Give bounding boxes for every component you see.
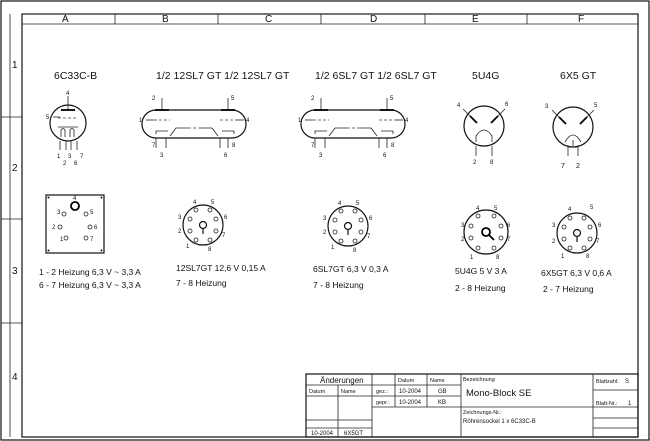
pin-label: 6	[369, 216, 373, 222]
pin-label: 7	[507, 237, 511, 243]
pin-label: 5	[356, 201, 360, 207]
pin-label: 5	[494, 206, 498, 212]
title-block	[306, 374, 638, 437]
pin-label: 8	[490, 160, 494, 166]
change-name: 6X5GT	[344, 431, 364, 437]
pin-label: 4	[476, 206, 480, 212]
pin-label: 6	[94, 225, 98, 231]
socket-6c33c-b	[46, 195, 104, 253]
pin-label: 2	[52, 225, 56, 231]
spec-line: 6 - 7 Heizung 6,3 V ~ 3,3 A	[39, 280, 141, 290]
pin-label: 3	[160, 153, 164, 159]
pin-label: 6	[598, 223, 602, 229]
tube-6sl7gt	[298, 70, 437, 290]
tube-title-5u4g: 5U4G	[472, 70, 500, 82]
pin-label: 6	[507, 223, 511, 229]
pin-label: 1	[57, 154, 61, 160]
drawing-title: Mono-Block SE	[466, 388, 532, 399]
pin-label: 2	[552, 239, 556, 245]
pin-label: 5	[231, 96, 235, 102]
pin-label: 6	[224, 153, 228, 159]
spec-line: 1 - 2 Heizung 6,3 V ~ 3,3 A	[39, 267, 141, 277]
pin-label: 8	[586, 254, 590, 260]
name-label: Name	[430, 378, 445, 384]
row-label-2: 2	[12, 163, 18, 174]
bezeichnung-label: Bezeichnung	[463, 377, 495, 383]
pin-label: 1	[60, 237, 64, 243]
pin-label: 6	[505, 102, 509, 108]
pin-label: 2	[63, 161, 67, 167]
pin-label: 5	[594, 103, 598, 109]
pin-label: 6	[383, 153, 387, 159]
pin-label: 2	[576, 163, 580, 170]
pin-label: 2	[311, 96, 315, 102]
pin-label: 3	[552, 223, 556, 229]
pin-label: 2	[178, 229, 182, 235]
pin-label: 3	[57, 210, 61, 216]
pin-label: 7	[222, 233, 226, 239]
spec-line: 7 - 8 Heizung	[176, 278, 227, 288]
pin-label: 8	[232, 143, 236, 149]
changes-name-label: Name	[341, 389, 356, 395]
pin-label: 4	[193, 200, 197, 206]
pin-label: 4	[66, 91, 70, 97]
pin-label: 7	[596, 239, 600, 245]
sheets-value: S	[625, 379, 630, 385]
gez-name: GB	[438, 389, 447, 395]
pin-label: 4	[457, 103, 461, 109]
pin-label: 1	[470, 255, 474, 261]
spec-line: 12SL7GT 12,6 V 0,15 A	[176, 263, 266, 273]
column-label-e: E	[472, 14, 479, 25]
pin-label: 5	[390, 96, 394, 102]
pin-label: 5	[211, 200, 215, 206]
pin-label: 5	[90, 210, 94, 216]
tube-title-12sl7gt: 1/2 12SL7 GT 1/2 12SL7 GT	[156, 70, 290, 82]
pin-label: 4	[405, 118, 409, 124]
spec-line: 6X5GT 6,3 V 0,6 A	[541, 268, 612, 278]
pin-label: 7	[152, 143, 156, 149]
pin-label: 2	[461, 237, 465, 243]
column-label-d: D	[370, 14, 378, 25]
pin-label: 7	[561, 163, 565, 170]
pin-label: 4	[338, 201, 342, 207]
socket-6x5gt	[552, 205, 602, 260]
pin-label: 2	[473, 160, 477, 166]
spec-line: 5U4G 5 V 3 A	[455, 266, 507, 276]
gez-date: 10-2004	[399, 389, 422, 395]
changes-header: Änderungen	[320, 376, 364, 385]
tube-5u4g	[455, 70, 511, 293]
pin-label: 1	[331, 245, 335, 251]
pin-label: 8	[391, 143, 395, 149]
gepr-label: gepr.:	[376, 400, 390, 406]
pin-label: 2	[323, 230, 327, 236]
pin-label: 6	[74, 161, 78, 167]
pin-label: 2	[152, 96, 156, 102]
spec-line: 6SL7GT 6,3 V 0,3 A	[313, 264, 389, 274]
pin-label: 7	[80, 154, 84, 160]
pin-label: 3	[68, 154, 72, 160]
pin-label: 3	[178, 215, 182, 221]
row-label-3: 3	[12, 266, 18, 277]
column-label-b: B	[162, 14, 169, 25]
tube-6c33c-b	[39, 70, 141, 290]
tube-title-6x5gt: 6X5 GT	[560, 70, 597, 82]
changes-datum-label: Datum	[309, 389, 326, 395]
tube-title-6c33c-b: 6C33C-B	[54, 70, 98, 82]
pin-label: 1	[186, 244, 190, 250]
sheet-number-label: Blatt-Nr.:	[596, 401, 618, 407]
gez-label: gez.:	[376, 389, 388, 395]
pin-label: 1	[298, 118, 302, 124]
pin-label: 1	[139, 118, 143, 124]
pin-label: 5	[590, 205, 594, 211]
change-date: 10-2004	[311, 431, 334, 437]
tube-title-6sl7gt: 1/2 6SL7 GT 1/2 6SL7 GT	[315, 70, 437, 82]
socket-12sl7gt	[178, 200, 228, 253]
pin-label: 3	[461, 223, 465, 229]
pin-label: 8	[496, 255, 500, 261]
pin-label: 8	[353, 248, 357, 254]
pin-label: 3	[323, 216, 327, 222]
socket-5u4g	[461, 206, 511, 261]
pin-label: 4	[246, 118, 250, 124]
column-label-a: A	[62, 14, 69, 25]
socket-6sl7gt	[323, 201, 373, 254]
column-label-f: F	[578, 14, 585, 25]
sheet-number-value: 1	[628, 401, 632, 407]
spec-line: 7 - 8 Heizung	[313, 280, 364, 290]
spec-line: 2 - 7 Heizung	[543, 284, 594, 294]
row-label-4: 4	[12, 372, 18, 383]
pin-label: 6	[224, 215, 228, 221]
gepr-date: 10-2004	[399, 400, 422, 406]
pin-label: 5	[46, 115, 50, 121]
pin-label: 3	[545, 104, 549, 110]
column-label-c: C	[265, 14, 273, 25]
pin-label: 8	[208, 247, 212, 253]
pin-label: 1	[561, 254, 565, 260]
drawing-number: Röhrensockel 1 x 6C33C-B	[463, 419, 536, 425]
spec-line: 2 - 8 Heizung	[455, 283, 506, 293]
pin-label: 3	[319, 153, 323, 159]
pin-label: 4	[73, 196, 77, 202]
sheets-label: Blattzahl:	[596, 379, 619, 385]
pin-label: 7	[367, 234, 371, 240]
pin-label: 4	[568, 207, 572, 213]
pin-label: 7	[90, 237, 94, 243]
datum-label: Datum	[398, 378, 415, 384]
row-label-1: 1	[12, 60, 18, 71]
tube-12sl7gt	[139, 70, 290, 288]
pin-label: 7	[311, 143, 315, 149]
tube-6x5gt	[541, 70, 612, 294]
gepr-name: KB	[438, 400, 447, 406]
drawing-number-label: Zeichnungs-Nr.:	[463, 410, 502, 416]
